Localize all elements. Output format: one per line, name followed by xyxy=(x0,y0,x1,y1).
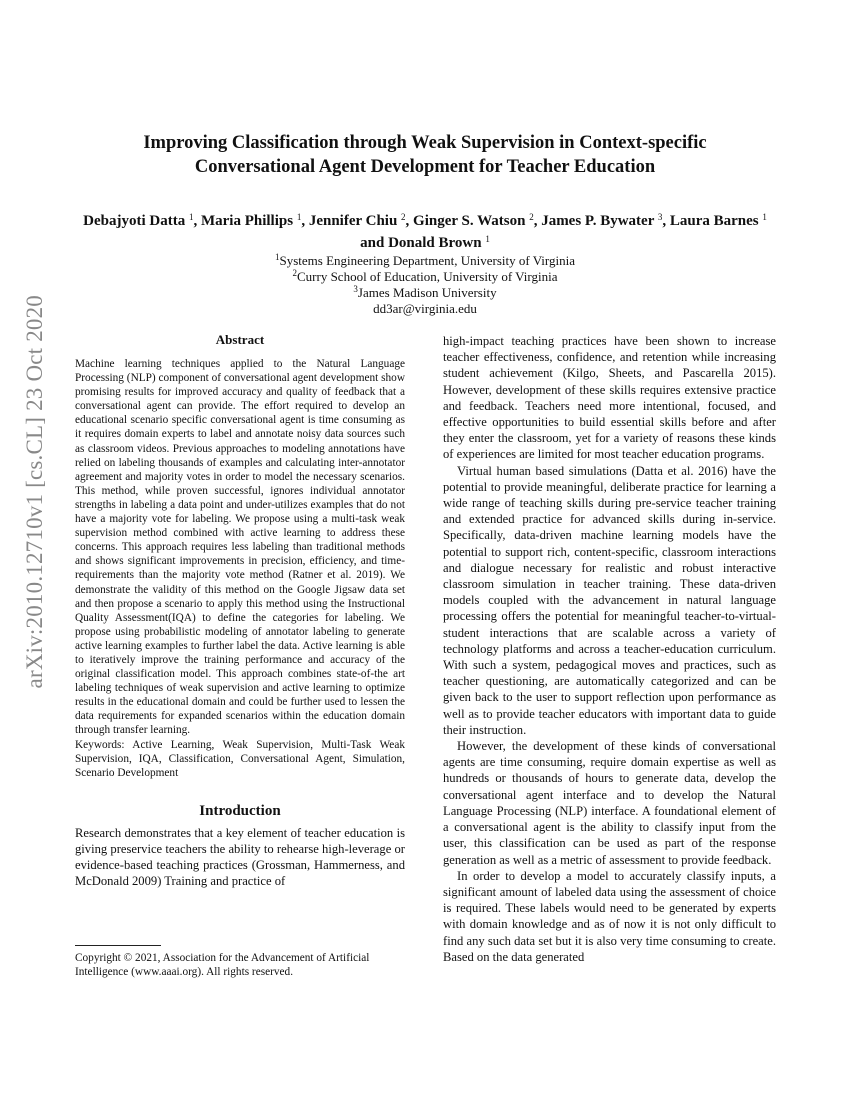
author: Ginger S. Watson $^2$, xyxy=(413,212,542,229)
author: Maria Phillips $^1$, xyxy=(200,212,309,229)
body-paragraph: In order to develop a model to accurately classify inputs, a significant amount of labeled data using the assessment of choice is required. These labels would need to be generated by experts with domain knowledge and as of now it is not only difficult to find any such data set but it is also very time consuming to create. Based on the data generated xyxy=(443,868,776,964)
contact-email[interactable]: dd3ar@virginia.edu xyxy=(373,301,477,316)
author: Donald Brown $^1$ xyxy=(388,234,490,251)
affiliation-list xyxy=(200,253,650,317)
author: Jennifer Chiu $^2$, xyxy=(308,212,414,229)
body-paragraph: high-impact teaching practices have been shown to increase teacher effectiveness, confidence, and retention while increasing student achievement (Kilgo, Sheets, and Pascarella 2015). However, development of these skills requires extensive practice and feedback. Teachers need more intentional, focused, and effective opportunities to build essential skills before and after they enter the classroom, yet for a variety of reasons these kinds of experiences are limited for most teacher education programs. xyxy=(443,334,776,462)
keywords: Keywords: Active Learning, Weak Supervision, Multi-Task Weak Supervision, IQA, Classification, Conversational Agent, Simulation, Scenario Development xyxy=(75,738,405,779)
affiliation: $^2$Curry School of Education, University of Virginia xyxy=(292,268,558,284)
author-list xyxy=(70,210,780,254)
title-line: Improving Classification through Weak Supervision in Context-specific xyxy=(143,133,707,153)
body-paragraph: However, the development of these kinds of conversational agents are time consuming, require domain expertise as well as hundreds or thousands of hours to generate data, develop the conversational agent interface and to develop the Natural Language Processing (NLP) interface. A foundational element of a conversational agent is the ability to classify input from the user, this classification can be used as part of the response generation as well as a metric of assessment to provide feedback. xyxy=(443,739,776,867)
body-paragraph: Virtual human based simulations (Datta et al. 2016) have the potential to provide meaningful, deliberate practice for learning a wide range of teaching skills during pre-service teacher training and extended practice for advanced skills during in-service. Specifically, data-driven machine learning models have the potential to support rich, content-specific, classroom interactions and dialogue necessary for realistic and robust interactive classroom simulation in teacher training. These data-driven models coupled with the advancement in natural language processing offers the potential for meaningful teacher-to-virtual-student interactions that are scalable across a variety of technology platforms and across a teacher-education curriculum. With such a system, pedagogical moves and practices, such as teacher questioning, are automatically categorized and can be given back to the user to support reflection upon performance as well as to provide teacher educators with important data to guide their instruction. xyxy=(443,463,776,737)
arxiv-identifier: arXiv:2010.12710v1 [cs.CL] 23 Oct 2020 xyxy=(22,295,47,689)
title-line: Conversational Agent Development for Teacher Education xyxy=(194,157,656,177)
right-column xyxy=(443,333,776,965)
paper-title xyxy=(95,131,755,179)
footnote-rule xyxy=(75,945,161,946)
author: Laura Barnes $^1$ and xyxy=(360,212,767,251)
abstract-heading: Abstract xyxy=(215,332,265,347)
author: James P. Bywater $^3$, xyxy=(541,212,670,229)
copyright-footnote: Copyright © 2021, Association for the Advancement of Artificial Intelligence (www.aaai.org). All rights reserved. xyxy=(75,952,370,979)
affiliation: $^3$James Madison University xyxy=(353,284,497,300)
affiliation: $^1$Systems Engineering Department, University of Virginia xyxy=(274,252,576,268)
abstract-text: Machine learning techniques applied to the Natural Language Processing (NLP) component of conversational agent development show promising results for improved accuracy and quality of feedback that a conversational agent can provide. The effort required to develop an educational scenario specific conversational agent is time consuming as it requires domain experts to label and annotate noisy data sources such as classroom videos. Previous approaches to modeling annotations have relied on labeling thousands of examples and calculating inter-annotator agreement and majority votes in order to model the necessary scenarios. This method, while proven successful, ignores individual annotator strengths in labeling a data point and under-utilizes examples that do not have a majority vote for labeling. We propose using a multi-task weak supervision method combined with active learning to address these concerns. This approach requires less labeling than traditional methods and shows significant improvements in precision, efficiency, and time-requirements than the majority vote method (Ratner et al. 2019). We demonstrate the validity of this method on the Google Jigsaw data set and then propose a scenario to apply this method using the Instructional Quality Assessment(IQA) to define the categories for labeling. We propose using probabilistic modeling of annotator labeling to generate active learning examples to further label the data. Active learning is able to iteratively improve the training performance and accuracy of the original classification model. This approach combines state-of-the art labeling techniques of weak supervision and active learning to optimize results in the educational domain and could be further used to lessen the data requirements for expanded scenarios within the education domain through transfer learning. xyxy=(75,358,405,737)
intro-paragraph: Research demonstrates that a key element of teacher education is giving preservice teachers the ability to rehearse high-leverage or evidence-based teaching practices (Grossman, Hammerness, and McDonald 2009) Training and practice of xyxy=(75,825,405,889)
left-column xyxy=(75,332,405,890)
introduction-heading: Introduction xyxy=(199,802,281,819)
author: Debajyoti Datta $^1$, xyxy=(83,212,201,229)
